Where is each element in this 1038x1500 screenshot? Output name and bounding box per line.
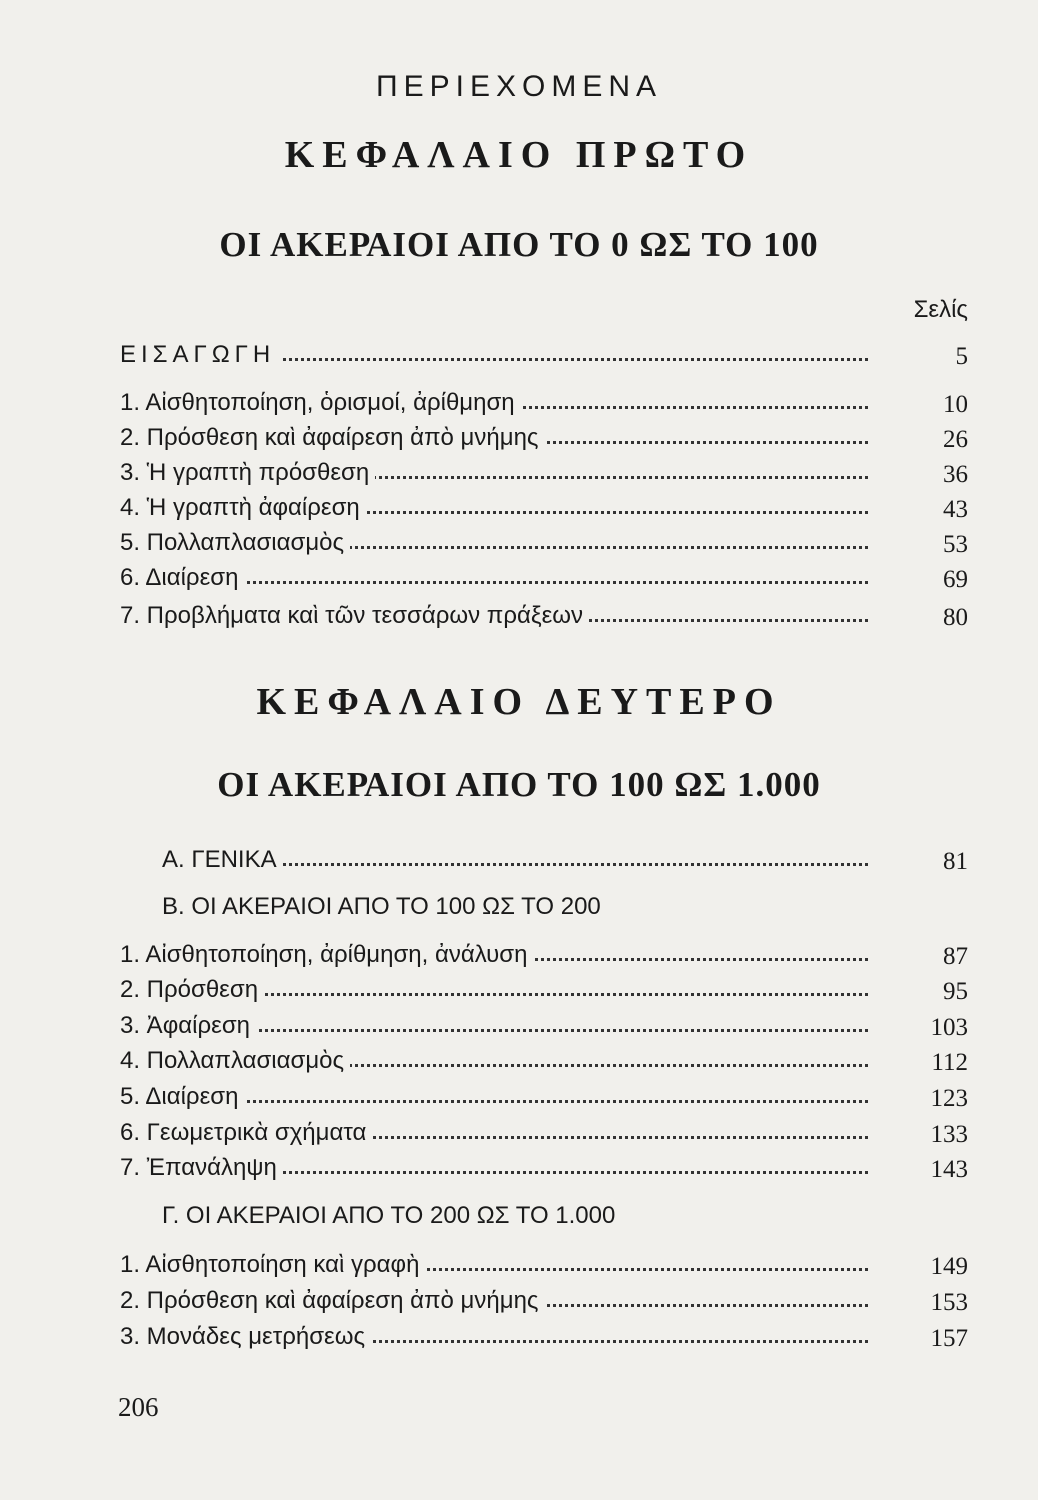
toc-page: 133 — [930, 1121, 968, 1148]
toc-label: 4. Ἡ γραπτὴ ἀφαίρεση — [120, 491, 366, 525]
chapter-1-title: ΚΕΦΑΛΑΙΟ ΠΡΩΤΟ — [284, 134, 754, 176]
toc-row-intro — [0, 338, 1038, 372]
toc-page: 36 — [943, 461, 968, 488]
toc-label: 2. Πρόσθεση καὶ ἀφαίρεση ἀπὸ μνήμης — [120, 1284, 544, 1318]
toc-row — [0, 1151, 1038, 1185]
toc-page: 87 — [943, 943, 968, 970]
toc-page: 123 — [930, 1085, 968, 1112]
toc-row — [0, 1009, 1038, 1043]
toc-row-section-a — [0, 843, 1038, 877]
toc-label: 1. Αἰσθητοποίηση, ὁρισμοί, ἀρίθμηση — [120, 386, 521, 420]
toc-row — [0, 938, 1038, 972]
toc-page: 26 — [943, 426, 968, 453]
chapter-2-subtitle: ΟΙ ΑΚΕΡΑΙΟΙ ΑΠΟ ΤΟ 100 ΩΣ 1.000 — [217, 765, 821, 804]
section-c-heading: Γ. ΟΙ ΑΚΕΡΑΙΟΙ ΑΠΟ ΤΟ 200 ΩΣ ΤΟ 1.000 — [162, 1202, 616, 1229]
toc-label: 2. Πρόσθεση καὶ ἀφαίρεση ἀπὸ μνήμης — [120, 421, 544, 455]
toc-page: 69 — [943, 566, 968, 593]
toc-label: 3. Ἡ γραπτὴ πρόσθεση — [120, 456, 375, 490]
page-number: 206 — [118, 1392, 159, 1422]
toc-page: 5 — [955, 343, 968, 370]
contents-header: ΠΕΡΙΕΧΟΜΕΝΑ — [375, 70, 663, 103]
toc-row — [0, 599, 1038, 633]
toc-label: 7. Ἐπανάληψη — [120, 1151, 283, 1185]
toc-label: 5. Πολλαπλασιασμὸς — [120, 526, 350, 560]
toc-label: 3. Ἀφαίρεση — [120, 1009, 256, 1043]
toc-label: ΕΙΣΑΓΩΓΗ — [120, 338, 281, 372]
toc-label: 1. Αἰσθητοποίηση καὶ γραφὴ — [120, 1248, 425, 1282]
toc-label: 2. Πρόσθεση — [120, 973, 264, 1007]
toc-row — [0, 1248, 1038, 1282]
toc-row — [0, 1044, 1038, 1078]
section-b-heading: Β. ΟΙ ΑΚΕΡΑΙΟΙ ΑΠΟ ΤΟ 100 ΩΣ ΤΟ 200 — [162, 893, 601, 920]
toc-row — [0, 386, 1038, 420]
toc-row — [0, 973, 1038, 1007]
toc-page: 143 — [930, 1156, 968, 1183]
toc-row — [0, 456, 1038, 490]
toc-page: 95 — [943, 978, 968, 1005]
toc-label: 6. Γεωμετρικὰ σχήματα — [120, 1116, 372, 1150]
toc-page: 153 — [930, 1289, 968, 1316]
page-column-label: Σελίς — [913, 296, 968, 323]
toc-label: 1. Αἰσθητοποίηση, ἀρίθμηση, ἀνάλυση — [120, 938, 533, 972]
toc-row — [0, 561, 1038, 595]
toc-page: 157 — [930, 1325, 968, 1352]
toc-label: 5. Διαίρεση — [120, 1080, 244, 1114]
toc-page: 149 — [930, 1253, 968, 1280]
toc-page: 10 — [943, 391, 968, 418]
toc-row — [0, 421, 1038, 455]
toc-page: 103 — [930, 1014, 968, 1041]
toc-label: 6. Διαίρεση — [120, 561, 244, 595]
toc-row — [0, 526, 1038, 560]
toc-page: 81 — [943, 848, 968, 875]
toc-label: 7. Προβλήματα καὶ τῶν τεσσάρων πράξεων — [120, 599, 589, 633]
toc-page: 43 — [943, 496, 968, 523]
toc-row — [0, 1320, 1038, 1354]
toc-page: 53 — [943, 531, 968, 558]
toc-page: 80 — [943, 604, 968, 631]
toc-row — [0, 1116, 1038, 1150]
toc-row — [0, 1284, 1038, 1318]
toc-label: 3. Μονάδες μετρήσεως — [120, 1320, 371, 1354]
toc-label: 4. Πολλαπλασιασμὸς — [120, 1044, 350, 1078]
chapter-1-subtitle: ΟΙ ΑΚΕΡΑΙΟΙ ΑΠΟ ΤΟ 0 ΩΣ ΤΟ 100 — [219, 225, 819, 264]
chapter-2-title: ΚΕΦΑΛΑΙΟ ΔΕΥΤΕΡΟ — [256, 681, 782, 723]
toc-label: Α. ΓΕΝΙΚΑ — [162, 843, 283, 877]
toc-row — [0, 1080, 1038, 1114]
toc-page: 112 — [931, 1049, 968, 1076]
toc-row — [0, 491, 1038, 525]
